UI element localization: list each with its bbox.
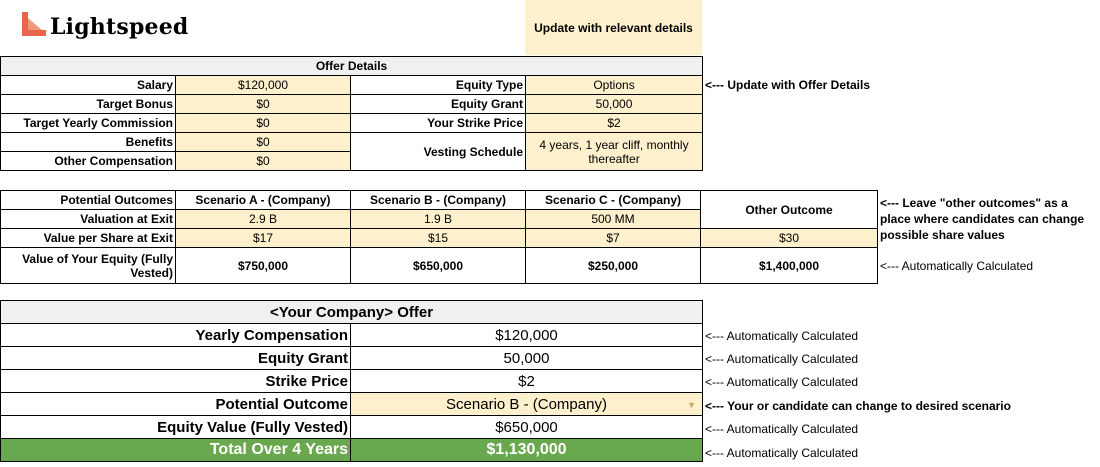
yearly-comp-cell[interactable]: $120,000 xyxy=(351,324,703,347)
vesting-schedule-label: Vesting Schedule xyxy=(351,133,526,171)
equity-value-label: Value of Your Equity (Fully Vested) xyxy=(1,248,176,284)
equity-value-annotation: <--- Automatically Calculated xyxy=(705,422,859,436)
commission-label: Target Yearly Commission xyxy=(1,114,176,133)
target-bonus-cell[interactable]: $0 xyxy=(176,95,351,114)
total-annotation: <--- Automatically Calculated xyxy=(705,446,859,460)
other-outcome-annotation-2: place where candidates can change xyxy=(880,212,1085,226)
scenario-a-header: Scenario A - (Company) xyxy=(176,191,351,210)
benefits-cell[interactable]: $0 xyxy=(176,133,351,152)
equity-value-other-cell[interactable]: $1,400,000 xyxy=(701,248,878,284)
share-value-a-cell[interactable]: $17 xyxy=(176,229,351,248)
offer-details-table xyxy=(0,56,703,171)
outcomes-header-label: Potential Outcomes xyxy=(1,191,176,210)
total-4-years-label: Total Over 4 Years xyxy=(1,439,351,462)
potential-outcome-value: Scenario B - (Company) xyxy=(446,395,607,413)
equity-value-b-cell[interactable]: $650,000 xyxy=(351,248,526,284)
yearly-comp-label: Yearly Compensation xyxy=(1,324,351,347)
brand-name: Lightspeed xyxy=(50,14,189,40)
company-offer-title: <Your Company> Offer xyxy=(1,301,703,324)
salary-cell[interactable]: $120,000 xyxy=(176,76,351,95)
salary-label: Salary xyxy=(1,76,176,95)
other-outcome-annotation-3: possible share values xyxy=(880,228,1005,242)
other-outcome-annotation-1: <--- Leave "other outcomes" as a xyxy=(880,196,1068,210)
lightspeed-logo-icon xyxy=(22,12,46,38)
company-offer-table xyxy=(0,300,703,462)
equity-value-a-cell[interactable]: $750,000 xyxy=(176,248,351,284)
logo xyxy=(22,12,222,46)
scenario-b-header: Scenario B - (Company) xyxy=(351,191,526,210)
strike-price-label: Your Strike Price xyxy=(351,114,526,133)
other-outcome-header: Other Outcome xyxy=(701,191,878,229)
outcomes-table xyxy=(0,190,878,284)
potential-outcome-select[interactable] xyxy=(351,393,703,416)
share-value-c-cell[interactable]: $7 xyxy=(526,229,701,248)
equity-value-c-cell[interactable]: $250,000 xyxy=(526,248,701,284)
offer-equity-grant-cell[interactable]: 50,000 xyxy=(351,347,703,370)
strike-price-annotation: <--- Automatically Calculated xyxy=(705,375,859,389)
equity-grant-label: Equity Grant xyxy=(351,95,526,114)
offer-details-annotation: <--- Update with Offer Details xyxy=(705,78,871,92)
dropdown-arrow-icon[interactable]: ▼ xyxy=(687,400,696,410)
other-compensation-label: Other Compensation xyxy=(1,152,176,171)
valuation-a-cell[interactable]: 2.9 B xyxy=(176,210,351,229)
commission-cell[interactable]: $0 xyxy=(176,114,351,133)
yearly-comp-annotation: <--- Automatically Calculated xyxy=(705,329,859,343)
offer-strike-price-label: Strike Price xyxy=(1,370,351,393)
strike-price-cell[interactable]: $2 xyxy=(526,114,703,133)
equity-value-fully-vested-label: Equity Value (Fully Vested) xyxy=(1,416,351,439)
scenario-c-header: Scenario C - (Company) xyxy=(526,191,701,210)
equity-value-fully-vested-cell[interactable]: $650,000 xyxy=(351,416,703,439)
valuation-label: Valuation at Exit xyxy=(1,210,176,229)
valuation-c-cell[interactable]: 500 MM xyxy=(526,210,701,229)
share-value-other-cell[interactable]: $30 xyxy=(701,229,878,248)
other-compensation-cell[interactable]: $0 xyxy=(176,152,351,171)
offer-equity-grant-label: Equity Grant xyxy=(1,347,351,370)
equity-grant-cell[interactable]: 50,000 xyxy=(526,95,703,114)
share-value-label: Value per Share at Exit xyxy=(1,229,176,248)
vesting-schedule-cell[interactable]: 4 years, 1 year cliff, monthly thereafter xyxy=(526,133,703,171)
offer-details-title: Offer Details xyxy=(1,57,703,76)
benefits-label: Benefits xyxy=(1,133,176,152)
offer-strike-price-cell[interactable]: $2 xyxy=(351,370,703,393)
potential-outcome-annotation: <--- Your or candidate can change to desired scenario xyxy=(705,399,1011,413)
equity-type-cell[interactable]: Options xyxy=(526,76,703,95)
valuation-b-cell[interactable]: 1.9 B xyxy=(351,210,526,229)
equity-auto-annotation: <--- Automatically Calculated xyxy=(880,259,1034,273)
share-value-b-cell[interactable]: $15 xyxy=(351,229,526,248)
equity-type-label: Equity Type xyxy=(351,76,526,95)
legend-input-color-note: Update with relevant details xyxy=(525,0,702,55)
equity-grant-annotation: <--- Automatically Calculated xyxy=(705,352,859,366)
total-4-years-cell[interactable]: $1,130,000 xyxy=(351,439,703,462)
potential-outcome-label: Potential Outcome xyxy=(1,393,351,416)
target-bonus-label: Target Bonus xyxy=(1,95,176,114)
